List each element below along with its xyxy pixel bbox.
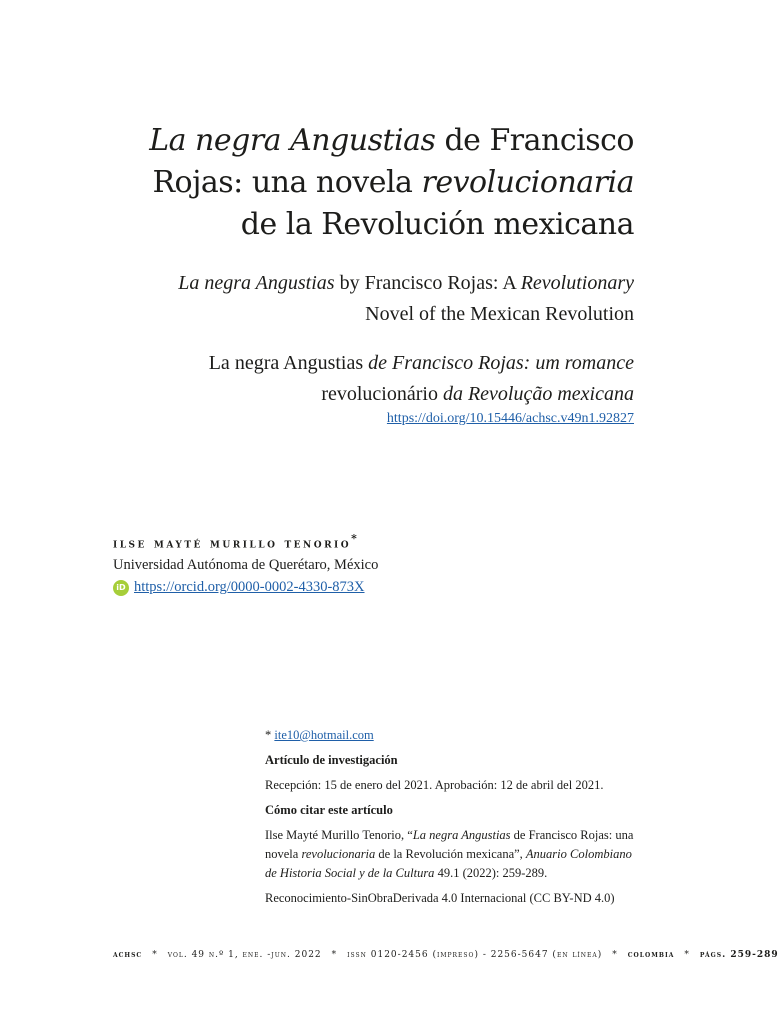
cite-part-4: revolucionaria xyxy=(301,847,376,861)
article-meta xyxy=(265,726,645,908)
footer-issn: issn 0120-2456 (impreso) - 2256-5647 (en línea) xyxy=(347,950,603,960)
footer-volume: vol. 49 n.º 1, ene. -jun. 2022 xyxy=(167,950,322,960)
cite-heading: Cómo citar este artículo xyxy=(265,803,393,817)
footer-separator: * xyxy=(684,950,690,960)
article-type: Artículo de investigación xyxy=(265,753,398,767)
footer-separator: * xyxy=(331,950,338,960)
page-footer xyxy=(113,950,779,960)
subtitle-portuguese xyxy=(130,348,634,410)
title-text-2: de la Revolución mexicana xyxy=(240,207,634,242)
doi-link[interactable]: https://doi.org/10.15446/achsc.v49n1.92827 xyxy=(386,411,634,426)
author-name xyxy=(113,532,673,551)
email-link[interactable]: ite10@hotmail.com xyxy=(274,728,374,742)
cite-part-2: La negra Angustias xyxy=(412,828,511,842)
cite-part-5: de la Revolución mexicana”, xyxy=(375,847,526,861)
title-text-1: de Francisco Rojas: una novela xyxy=(152,123,634,200)
cite-part-7: 49.1 (2022): 259-289. xyxy=(434,866,548,880)
title-italic-revolucionaria: revolucionaria xyxy=(421,165,634,200)
footer-country: colombia xyxy=(627,950,675,960)
author-name-text: ilse mayté murillo tenorio xyxy=(113,536,352,552)
subtitle-en-text-2: Novel of the Mexican Revolution xyxy=(365,303,634,325)
author-affiliation: Universidad Autónoma de Querétaro, México xyxy=(113,557,379,574)
orcid-icon: iD xyxy=(113,580,129,596)
subtitle-en-italic-1: La negra Angustias xyxy=(178,272,335,294)
footer-pages: págs. 259-289 xyxy=(699,950,779,960)
orcid-row xyxy=(113,579,673,596)
subtitle-en-italic-2: Revolutionary xyxy=(520,272,634,294)
title-block xyxy=(130,120,634,428)
footer-separator: * xyxy=(612,950,618,960)
author-footnote-marker: * xyxy=(351,532,360,545)
subtitle-pt-text-1: La negra Angustias xyxy=(208,352,364,374)
author-block xyxy=(113,532,673,596)
article-title xyxy=(130,120,634,246)
subtitle-pt-italic-1: de Francisco Rojas: um romance xyxy=(363,352,634,374)
email-marker: * xyxy=(265,728,275,742)
article-dates: Recepción: 15 de enero del 2021. Aprobación: 12 de abril del 2021. xyxy=(265,778,604,792)
subtitle-pt-text-2: revolucionário xyxy=(321,383,443,405)
footer-separator: * xyxy=(152,950,158,960)
title-italic-work: La negra Angustias xyxy=(149,123,436,158)
cite-part-3: de Francisco Rojas: una novela xyxy=(265,828,634,861)
cite-part-1: Ilse Mayté Murillo Tenorio, “ xyxy=(265,828,413,842)
subtitle-english xyxy=(130,268,634,330)
subtitle-en-text-1: by Francisco Rojas: A xyxy=(334,272,521,294)
license: Reconocimiento-SinObraDerivada 4.0 Internacional (CC BY-ND 4.0) xyxy=(265,891,615,905)
doi-line xyxy=(130,410,634,428)
cite-part-6: Anuario Colombiano de Historia Social y de la Cultura xyxy=(265,847,632,880)
subtitle-pt-italic-2: da Revolução mexicana xyxy=(442,383,634,405)
citation xyxy=(265,826,645,883)
orcid-link[interactable]: https://orcid.org/0000-0002-4330-873X xyxy=(134,579,365,596)
footer-journal: achsc xyxy=(113,950,143,960)
email-line xyxy=(265,726,645,745)
